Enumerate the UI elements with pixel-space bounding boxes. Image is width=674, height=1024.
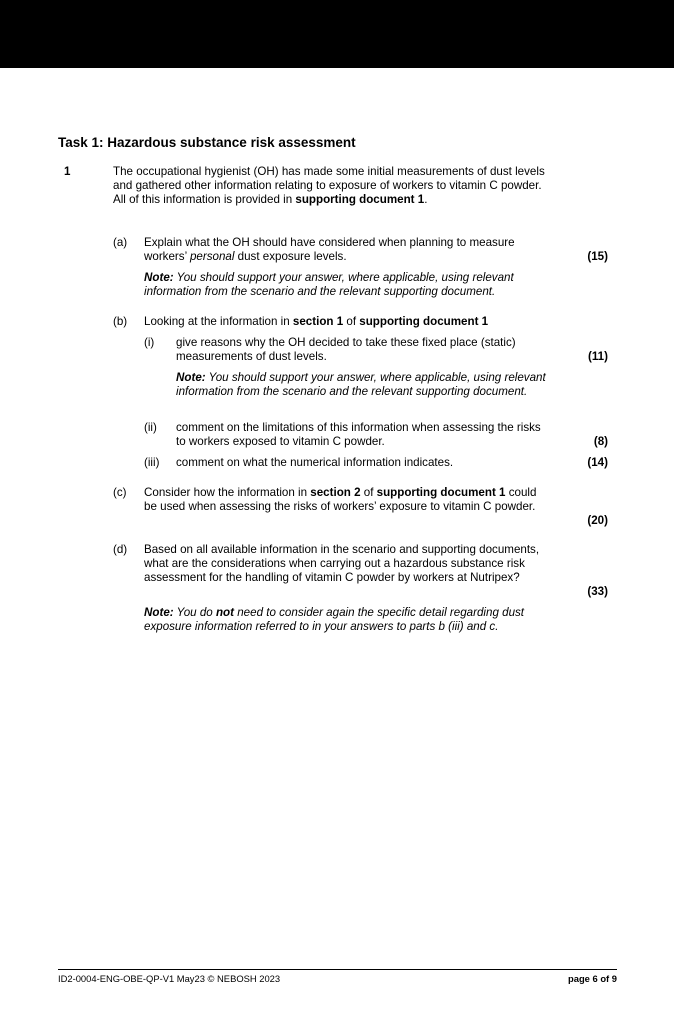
part-b-i-note bbox=[176, 371, 549, 399]
part-d-marks: (33) bbox=[587, 585, 608, 598]
part-c-text bbox=[144, 486, 549, 514]
part-a-note-text: You should support your answer, where applicable, using relevant information from the scenario and the relevant supporting document. bbox=[144, 271, 514, 298]
part-a-text-after: dust exposure levels. bbox=[234, 250, 347, 263]
question-intro bbox=[113, 165, 553, 207]
part-c-text1: Consider how the information in bbox=[144, 486, 311, 499]
part-d-note bbox=[144, 606, 549, 634]
part-a-note-label: Note: bbox=[144, 271, 174, 284]
part-b-iii-label: (iii) bbox=[144, 456, 160, 469]
footer-reference: ID2-0004-ENG-OBE-QP-V1 May23 © NEBOSH 2023 bbox=[58, 973, 281, 984]
part-c-text2: of bbox=[360, 486, 377, 499]
part-b-ii-marks: (8) bbox=[593, 435, 608, 448]
part-b-i-text: give reasons why the OH decided to take these fixed place (static) measurements of dust levels. bbox=[176, 336, 516, 363]
part-a-italic: personal bbox=[189, 250, 235, 263]
part-c-bold1: section 2 bbox=[310, 486, 361, 499]
footer-rule bbox=[58, 969, 617, 970]
part-d-text: Based on all available information in the scenario and supporting documents, what are the considerations when carrying out a hazardous substance risk assessment for the handling of vitamin C powder by workers at Nutripex? bbox=[144, 543, 540, 584]
part-c-marks: (20) bbox=[587, 514, 608, 527]
part-b-text bbox=[144, 315, 549, 329]
intro-bold: supporting document 1 bbox=[295, 193, 425, 206]
part-b-i-note-label: Note: bbox=[176, 371, 206, 384]
part-b-bold1: section 1 bbox=[292, 315, 344, 328]
part-a-note bbox=[144, 271, 549, 299]
intro-end: . bbox=[424, 193, 428, 206]
part-b-i-marks: (11) bbox=[588, 350, 608, 363]
part-d-note-bold: not bbox=[215, 606, 234, 619]
part-b-bold2: supporting document 1 bbox=[359, 315, 489, 328]
part-b-label: (b) bbox=[113, 315, 128, 328]
part-d-note-label: Note: bbox=[144, 606, 174, 619]
part-d-note-text1: You do bbox=[173, 606, 216, 619]
part-c-text3: could be used when assessing the risks of workers’ exposure to vitamin C powder. bbox=[144, 486, 537, 513]
part-a-label: (a) bbox=[113, 236, 128, 249]
part-b-iii-text: comment on what the numerical information indicates. bbox=[176, 456, 454, 469]
part-d-label: (d) bbox=[113, 543, 128, 556]
part-b-ii-label: (ii) bbox=[144, 421, 157, 434]
part-b-i-label: (i) bbox=[144, 336, 155, 349]
part-c-bold2: supporting document 1 bbox=[376, 486, 506, 499]
part-c-label: (c) bbox=[113, 486, 127, 499]
part-b-iii-marks: (14) bbox=[587, 456, 608, 469]
intro-text: The occupational hygienist (OH) has made some initial measurements of dust levels and gathered other information relating to exposure of workers to vitamin C powder. All of this information is provided in bbox=[113, 165, 545, 206]
header-bar bbox=[0, 0, 674, 68]
part-a-text-before: Explain what the OH should have considered when planning to measure workers’ bbox=[144, 236, 515, 263]
part-b-ii-text: comment on the limitations of this information when assessing the risks to workers exposed to vitamin C powder. bbox=[176, 421, 541, 448]
page-number: page 6 of 9 bbox=[568, 973, 617, 984]
part-b-text1: Looking at the information in bbox=[144, 315, 293, 328]
task-title: Task 1: Hazardous substance risk assessment bbox=[58, 135, 356, 150]
part-b-i-note-text: You should support your answer, where applicable, using relevant information from the scenario and the relevant supporting document. bbox=[176, 371, 546, 398]
part-d-note-text2: need to consider again the specific detail regarding dust exposure information referred to in your answers to parts b (iii) and c. bbox=[144, 606, 525, 633]
question-number: 1 bbox=[64, 165, 71, 178]
part-a-text bbox=[144, 236, 549, 264]
part-a-marks: (15) bbox=[587, 250, 608, 263]
part-b-text2: of bbox=[343, 315, 360, 328]
